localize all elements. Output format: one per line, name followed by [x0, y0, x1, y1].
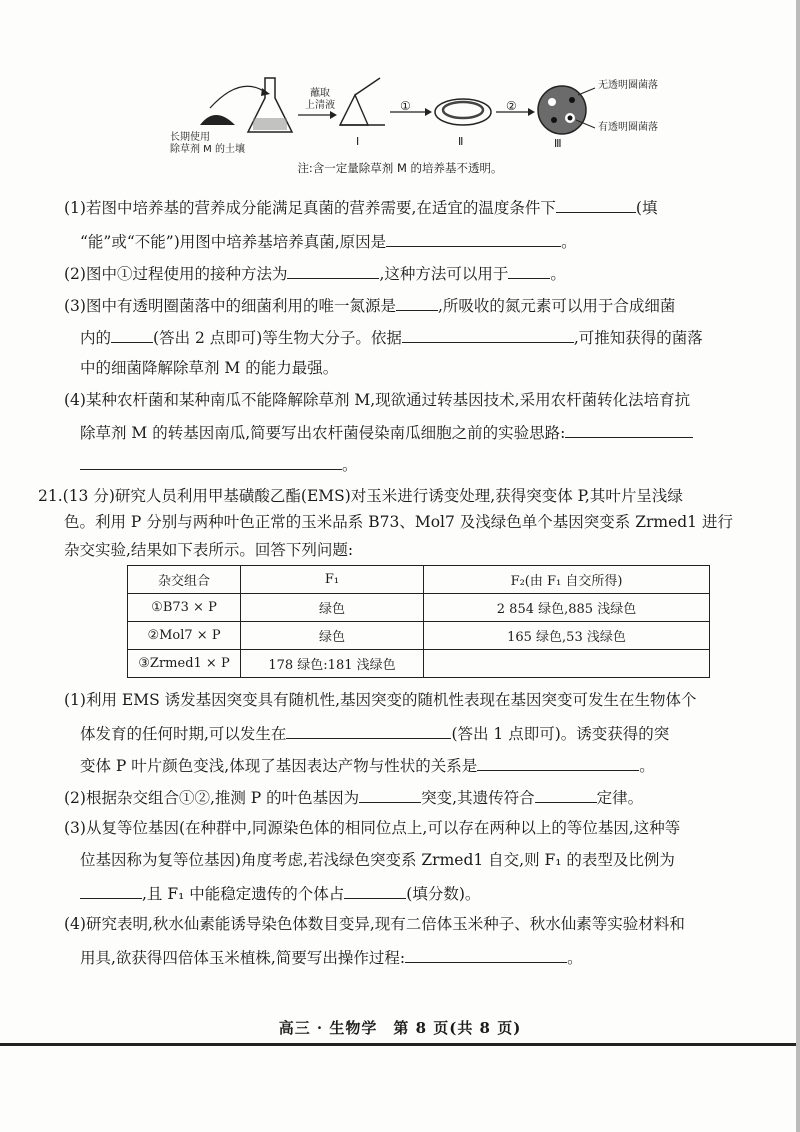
table-row — [128, 594, 710, 622]
stage-i-label: Ⅰ — [356, 135, 360, 148]
footer-rule — [0, 1043, 800, 1046]
no-halo-colony-label: 无透明圈菌落 — [598, 80, 658, 91]
q21-part1-line1: (1)利用 EMS 诱发基因突变具有随机性,基因突变的随机性表现在基因突变可发生在生物体个 — [64, 691, 697, 709]
q21-part4-line2: 用具,欲获得四倍体玉米植株,简要写出操作过程: 。 — [80, 946, 583, 968]
scan-edge — [796, 0, 800, 1132]
step-1-label: ① — [400, 99, 411, 113]
table-cell: ②Mol7 × P — [128, 622, 241, 650]
table-cell: 绿色 — [241, 594, 424, 622]
transfer-arrow-icon — [210, 86, 265, 108]
q21-intro-line3: 杂交实验,结果如下表所示。回答下列问题: — [64, 541, 354, 559]
cross-results-table — [127, 565, 710, 678]
q21-part4-line1: (4)研究表明,秋水仙素能诱导染色体数目变异,现有二倍体玉米种子、秋水仙素等实验材料和 — [64, 915, 685, 933]
stage-ii-label: Ⅱ — [458, 135, 464, 148]
table-row — [128, 622, 710, 650]
table-header-row — [128, 566, 710, 594]
table-cell: 绿色 — [241, 622, 424, 650]
table-header: F₂(由 F₁ 自交所得) — [424, 566, 710, 594]
figure-note: 注:含一定量除草剂 M 的培养基不透明。 — [297, 161, 503, 175]
soil-pile-icon — [200, 115, 235, 125]
q21-part3-line2: 位基因称为复等位基因)角度考虑,若浅绿色突变系 Zrmed1 自交,则 F₁ 的表型及比例为 — [80, 851, 675, 869]
q20-part3-line3: 中的细菌降解除草剂 M 的能力最强。 — [80, 359, 339, 377]
q21-part1-line2: 体发育的任何时期,可以发生在 (答出 1 点即可)。诱变获得的突 — [80, 722, 669, 744]
q21-part2: (2)根据杂交组合①②,推测 P 的叶色基因为 突变,其遗传符合 定律。 — [64, 786, 643, 808]
q21-intro-line1: 21.(13 分)研究人员利用甲基磺酸乙酯(EMS)对玉米进行诱变处理,获得突变体 P,其叶片呈浅绿 — [38, 487, 683, 505]
stage-iii-label: Ⅲ — [554, 137, 562, 150]
spreader-stand-icon — [340, 95, 368, 125]
q20-part1-line1: (1)若图中培养基的营养成分能满足真菌的营养需要,在适宜的温度条件下 (填 — [64, 196, 657, 218]
supernatant-label: 蘸取 上清液 — [305, 88, 335, 111]
q20-part4-line2: 除草剂 M 的转基因南瓜,简要写出农杆菌侵染南瓜细胞之前的实验思路: — [80, 421, 693, 443]
table-row — [128, 650, 710, 678]
table-cell: 178 绿色:181 浅绿色 — [241, 650, 424, 678]
q20-part4-line3: 。 — [80, 453, 358, 475]
q21-intro-line2: 色。利用 P 分别与两种叶色正常的玉米品系 B73、Mol7 及浅绿色单个基因突变系 Zrmed1 进行 — [64, 513, 733, 531]
q21-part3-line1: (3)从复等位基因(在种群中,同源染色体的相同位点上,可以存在两种以上的等位基因,这种等 — [64, 819, 681, 837]
table-cell — [424, 650, 710, 678]
experiment-figure — [140, 70, 660, 170]
table-cell: ③Zrmed1 × P — [128, 650, 241, 678]
table-cell: ①B73 × P — [128, 594, 241, 622]
q21-part1-line3: 变体 P 叶片颜色变浅,体现了基因表达产物与性状的关系是 。 — [80, 754, 655, 776]
q20-part3-line2: 内的 (答出 2 点即可)等生物大分子。依据 ,可推知获得的菌落 — [80, 326, 703, 348]
table-header: 杂交组合 — [128, 566, 241, 594]
halo-colony-label: 有透明圈菌落 — [598, 122, 658, 133]
table-header: F₁ — [241, 566, 424, 594]
colony-plate-icon — [538, 86, 586, 134]
q20-part3-line1: (3)图中有透明圈菌落中的细菌利用的唯一氮源是 ,所吸收的氮元素可以用于合成细菌 — [64, 294, 675, 316]
soil-label: 长期使用 除草剂 M 的土壤 — [170, 132, 245, 155]
step-2-label: ② — [506, 99, 517, 113]
q20-part2: (2)图中①过程使用的接种方法为 ,这种方法可以用于 。 — [64, 262, 566, 284]
table-cell: 165 绿色,53 浅绿色 — [424, 622, 710, 650]
page-footer: 高三 · 生物学 第 8 页(共 8 页) — [278, 1019, 522, 1037]
q20-part1-line2: “能”或“不能”)用图中培养基培养真菌,原因是 。 — [80, 230, 577, 252]
q21-part3-line3: ,且 F₁ 中能稳定遗传的个体占 (填分数)。 — [80, 882, 480, 904]
q20-part4-line1: (4)某种农杆菌和某种南瓜不能降解除草剂 M,现欲通过转基因技术,采用农杆菌转化法培育抗 — [64, 391, 691, 409]
table-cell: 2 854 绿色,885 浅绿色 — [424, 594, 710, 622]
